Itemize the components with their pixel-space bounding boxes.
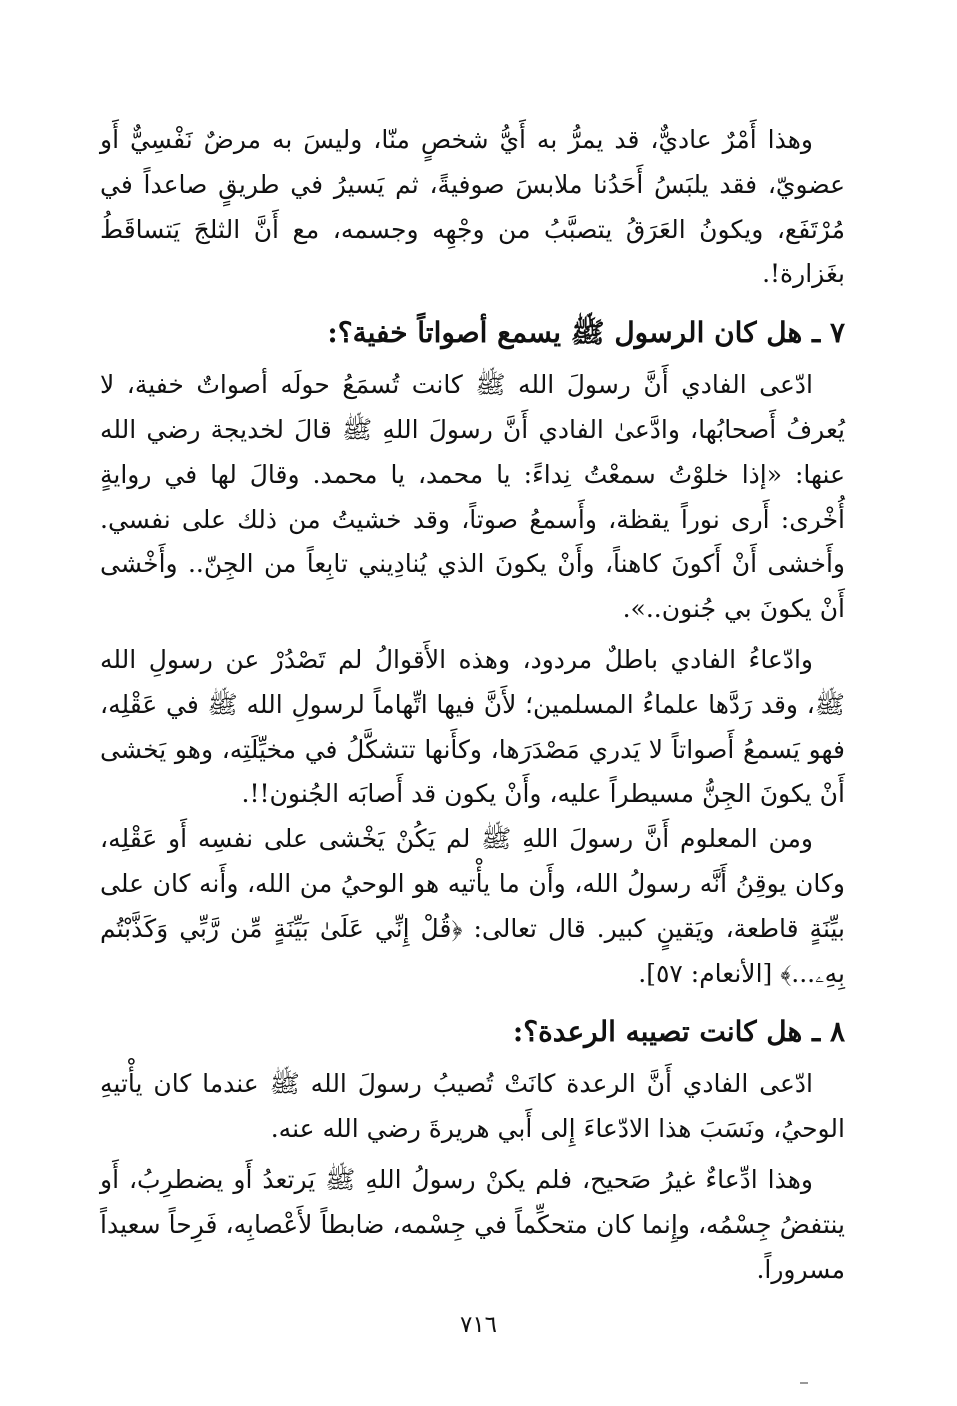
- paragraph-intro: وهذا أَمْرٌ عاديٌّ، قد يمرُّ به أَيُّ شخصٍ منّا، وليسَ به مرضٌ نَفْسِيٌّ أَو عضويّ، فقد يلبَسُ أَحَدُنا ملابسَ صوفيةً، ثم يَسيرُ في طريقٍ صاعداً في مُرْتَفَع، ويكونُ العَرَقُ يتصبَّبُ من وجْهِه وجسمه، مع أَنَّ الثلجَ يَتساقَطُ بغَزارة!.: [100, 125, 845, 289]
- paragraph-claim-voices: ادّعى الفادي أَنَّ رسولَ الله ﷺ كانت تُسمَعُ حولَه أصواتٌ خفية، لا يُعرفُ أَصحابُها، وادَّعىٰ الفادي أَنَّ رسولَ اللهِ ﷺ قالَ لخديجة رضي الله عنها: «إذا خلوْتُ سمعْتُ نِداءً: يا محمد، يا محمد. وقالَ لها في روايةٍ أُخْرى: أَرى نوراً يقظة، وأَسمعُ صوتاً، وقد خشيتُ من ذلك على نفسي. وأَخشى أَنْ أَكونَ كاهناً، وأَنْ يكونَ الذي يُنادِيني تابِعاً من الجِنّ.. وأَخْشى أَنْ يكونَ بي جُنون..».: [100, 370, 845, 624]
- paragraph-refutation-tremor: وهذا ادِّعاءٌ غيرُ صَحيح، فلم يكنْ رسولُ اللهِ ﷺ يَرتعدُ أَو يضطرِبُ، أَو ينتفضُ جِسْمُه، وإِنما كان متحكِّماً في جِسْمه، ضابطاً لأَعْصابِه، فَرِحاً سعيداً مسروراً.: [100, 1164, 845, 1284]
- paragraph-refutation-voices: وادّعاءُ الفادي باطلٌ مردود، وهذه الأَقوالُ لم تَصْدُرْ عن رسولِ الله ﷺ، وقد رَدَّها علماءُ المسلمين؛ لأَنَّ فيها اتِّهاماً لرسولِ الله ﷺ في عَقْلِه، فهو يَسمعُ أَصواتاً لا يَدري مَصْدَرَها، وكأَنها تتشكَّلُ في مخيِّلَتِه، وهو يَخشى أَنْ يكونَ الجِنُّ مسيطراً عليه، وأَنْ يكون قد أَصابَه الجُنون!!.: [100, 644, 845, 809]
- page-number: ٧١٦: [459, 1312, 498, 1338]
- paragraph-claim-tremor: ادّعى الفادي أَنَّ الرعدة كانَتْ تُصيبُ رسولَ الله ﷺ عندما كان يأْتيهِ الوحيُ، ونَسَبَ هذا الادّعاءَ إِلى أَبي هريرةَ رضي الله عنه.: [100, 1069, 845, 1144]
- section-heading-8: ٨ ـ هل كانت تصيبه الرعدة؟:: [512, 1015, 845, 1049]
- paragraph-certainty: ومن المعلوم أَنَّ رسولَ اللهِ ﷺ لم يَكُنْ يَخْشى على نفسِه أَو عَقْلِه، وكان يوقِنُ أَنَّه رسولُ الله، وأَن ما يأْتيه هو الوحيُ من الله، وأَنه كان على بيِّنَةٍ قاطعة، ويَقينٍ كبير. قال تعالى: ﴿قُلْ إِنِّي عَلَىٰ بَيِّنَةٍ مِّن رَّبِّي وَكَذَّبْتُم بِهِۦ...﴾ [الأنعام: ٥٧].: [100, 824, 845, 988]
- scan-mark: [800, 1382, 808, 1384]
- section-heading-7: ٧ ـ هل كان الرسول ﷺ يسمع أصواتاً خفية؟:: [327, 316, 845, 350]
